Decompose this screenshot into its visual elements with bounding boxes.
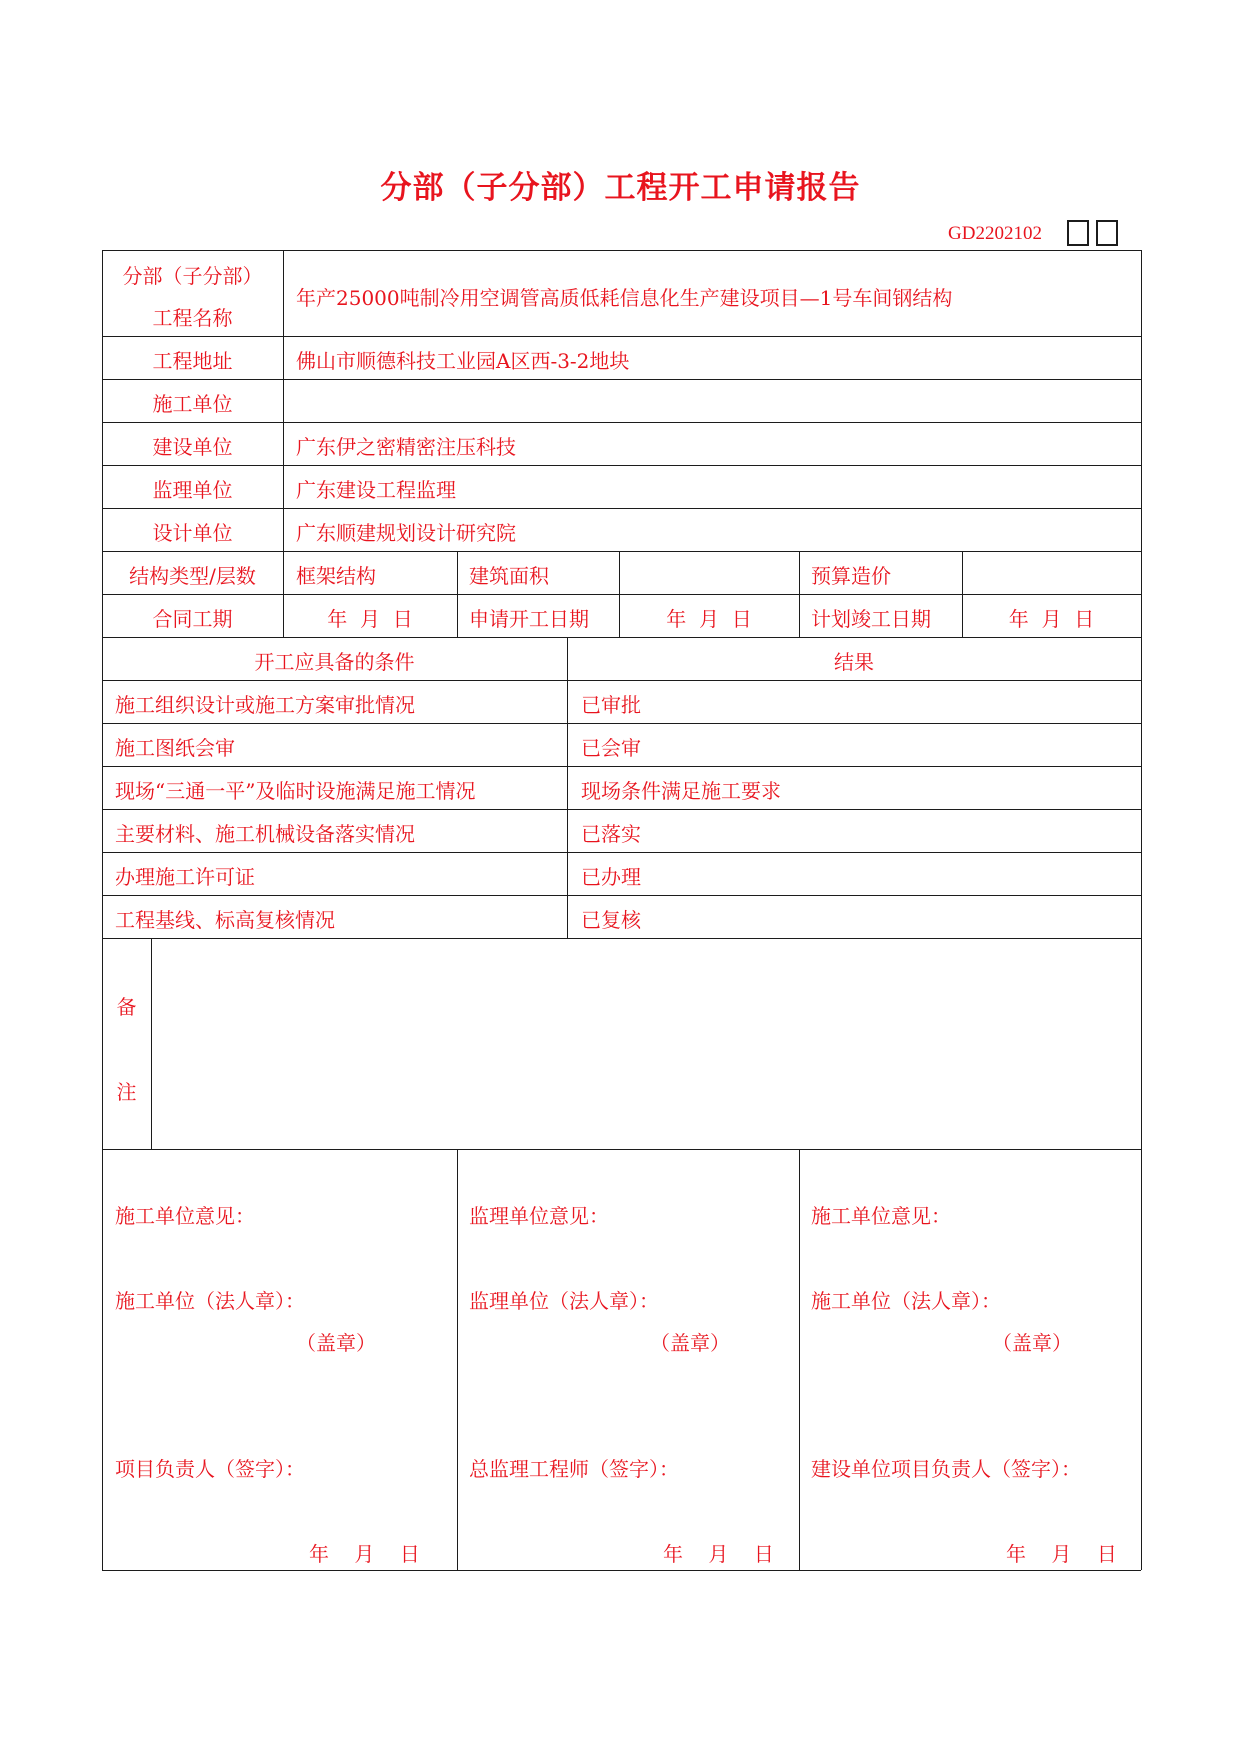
owner-project-leader-signature-label: 建设单位项目负责人（签字）： [811, 1457, 1081, 1481]
date-label: 年 月 日 [1006, 1542, 1117, 1566]
form-code: GD2202102 [948, 223, 1042, 244]
constructor-label: 施工单位 [152, 392, 233, 416]
page-title: 分部（子分部）工程开工申请报告 [380, 170, 861, 206]
project-name-label-line2: 工程名称 [152, 306, 233, 330]
condition-item: 主要材料、施工机械设备落实情况 [115, 822, 415, 846]
condition-result: 已审批 [581, 693, 641, 717]
seal-label: （盖章） [296, 1331, 376, 1355]
condition-item: 现场“三通一平”及临时设施满足施工情况 [115, 779, 476, 803]
structure-value: 框架结构 [296, 564, 376, 588]
date-label: 年 月 日 [309, 1542, 420, 1566]
project-name-value: 年产25000吨制冷用空调管高质低耗信息化生产建设项目—1号车间钢结构 [296, 286, 953, 310]
third-opinion-label: 施工单位意见： [811, 1204, 951, 1228]
remarks-label-char1: 备 [116, 995, 137, 1019]
results-header: 结果 [834, 650, 874, 674]
condition-result: 已办理 [581, 865, 641, 889]
address-label: 工程地址 [152, 349, 233, 373]
project-name-label-line1: 分部（子分部） [122, 264, 263, 288]
owner-label: 建设单位 [152, 435, 233, 459]
condition-item: 施工组织设计或施工方案审批情况 [115, 693, 415, 717]
address-value: 佛山市顺德科技工业园A区西-3-2地块 [296, 349, 630, 373]
project-leader-signature-label: 项目负责人（签字）： [115, 1457, 305, 1481]
contract-period-label: 合同工期 [152, 607, 233, 631]
owner-value: 广东伊之密精密注压科技 [296, 435, 516, 459]
conditions-header: 开工应具备的条件 [254, 650, 415, 674]
condition-item: 工程基线、标高复核情况 [115, 908, 335, 932]
seal-label: （盖章） [650, 1331, 730, 1355]
condition-result: 已落实 [581, 822, 641, 846]
designer-label: 设计单位 [152, 521, 233, 545]
remarks-field[interactable] [153, 940, 1139, 1147]
designer-value: 广东顺建规划设计研究院 [296, 521, 516, 545]
condition-result: 现场条件满足施工要求 [581, 779, 781, 803]
date-label: 年 月 日 [663, 1542, 774, 1566]
structure-label: 结构类型/层数 [129, 564, 256, 588]
code-checkbox-1[interactable] [1067, 220, 1089, 246]
supervisor-opinion-label: 监理单位意见： [469, 1204, 609, 1228]
supervisor-label: 监理单位 [152, 478, 233, 502]
supervisor-legal-seal-label: 监理单位（法人章）： [469, 1289, 659, 1313]
chief-supervisor-signature-label: 总监理工程师（签字）： [469, 1457, 679, 1481]
seal-label: （盖章） [992, 1331, 1072, 1355]
area-label: 建筑面积 [469, 564, 549, 588]
constructor-opinion-label: 施工单位意见： [115, 1204, 255, 1228]
apply-start-date-value: 年 月 日 [666, 607, 752, 631]
condition-result: 已会审 [581, 736, 641, 760]
apply-start-date-label: 申请开工日期 [469, 607, 589, 631]
contract-date-value: 年 月 日 [327, 607, 413, 631]
supervisor-value: 广东建设工程监理 [296, 478, 456, 502]
condition-item: 施工图纸会审 [115, 736, 235, 760]
planned-finish-date-label: 计划竣工日期 [811, 607, 931, 631]
budget-label: 预算造价 [811, 564, 891, 588]
remarks-label-char2: 注 [116, 1080, 137, 1104]
condition-item: 办理施工许可证 [115, 865, 255, 889]
third-legal-seal-label: 施工单位（法人章）： [811, 1289, 1001, 1313]
planned-finish-date-value: 年 月 日 [1008, 607, 1095, 631]
condition-result: 已复核 [581, 908, 641, 932]
code-checkbox-2[interactable] [1096, 220, 1118, 246]
constructor-legal-seal-label: 施工单位（法人章）： [115, 1289, 305, 1313]
